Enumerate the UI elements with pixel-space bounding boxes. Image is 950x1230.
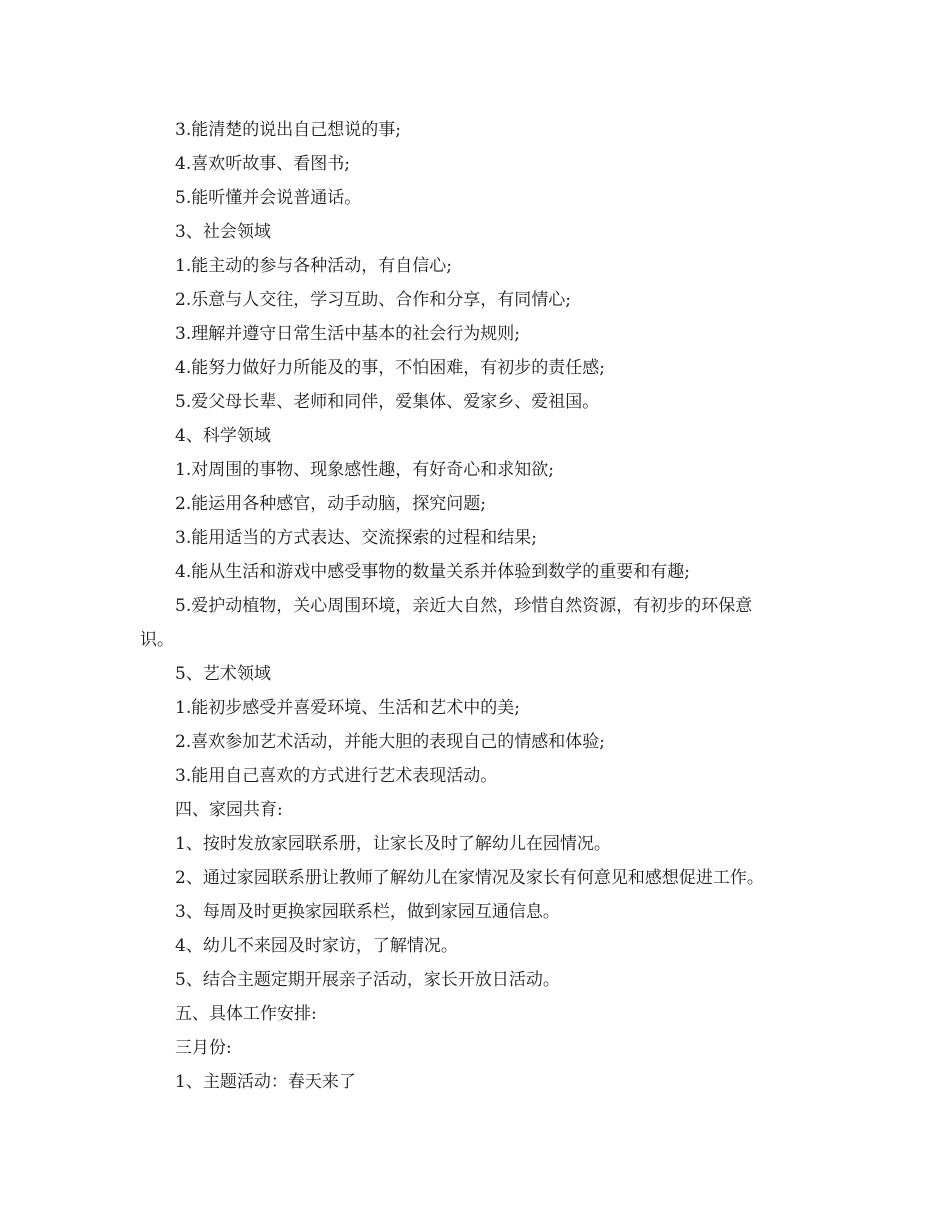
- text-line: 5.能听懂并会说普通话。: [175, 188, 362, 208]
- text-line: 1.能初步感受并喜爱环境、生活和艺术中的美;: [175, 698, 520, 718]
- text-line: 5.爱护动植物，关心周围环境，亲近大自然，珍惜自然资源，有初步的环保意: [175, 596, 753, 616]
- subsection-heading: 三月份:: [175, 1038, 232, 1058]
- text-line: 5、结合主题定期开展亲子活动，家长开放日活动。: [175, 970, 560, 990]
- text-line: 1、主题活动：春天来了: [175, 1072, 356, 1092]
- text-line: 3.能用自己喜欢的方式进行艺术表现活动。: [175, 766, 498, 786]
- section-heading: 五、具体工作安排:: [175, 1004, 317, 1024]
- text-line: 2.喜欢参加艺术活动，并能大胆的表现自己的情感和体验;: [175, 732, 605, 752]
- text-line: 3、每周及时更换家园联系栏，做到家园互通信息。: [175, 902, 560, 922]
- document-body: [140, 113, 820, 1099]
- text-line: 4.喜欢听故事、看图书;: [175, 154, 350, 174]
- text-line: 1、按时发放家园联系册，让家长及时了解幼儿在园情况。: [175, 834, 611, 854]
- section-heading: 3、社会领域: [175, 222, 271, 242]
- text-line: 5.爱父母长辈、老师和同伴，爱集体、爱家乡、爱祖国。: [175, 392, 600, 412]
- text-line: 2.能运用各种感官，动手动脑，探究问题;: [175, 494, 486, 514]
- text-line: 1.对周围的事物、现象感性趣，有好奇心和求知欲;: [175, 460, 554, 480]
- text-line-continuation: 识。: [140, 630, 174, 650]
- text-line: 4.能从生活和游戏中感受事物的数量关系并体验到数学的重要和有趣;: [175, 562, 690, 582]
- text-line: 3.理解并遵守日常生活中基本的社会行为规则;: [175, 324, 520, 344]
- section-heading: 5、艺术领域: [175, 664, 271, 684]
- text-line: 3.能用适当的方式表达、交流探索的过程和结果;: [175, 528, 537, 548]
- text-line: 4、幼儿不来园及时家访，了解情况。: [175, 936, 458, 956]
- text-line: 2.乐意与人交往，学习互助、合作和分享，有同情心;: [175, 290, 571, 310]
- text-line: 4.能努力做好力所能及的事，不怕困难，有初步的责任感;: [175, 358, 605, 378]
- text-line: 2、通过家园联系册让教师了解幼儿在家情况及家长有何意见和感想促进工作。: [175, 868, 764, 888]
- section-heading: 4、科学领域: [175, 426, 271, 446]
- text-line: 3.能清楚的说出自己想说的事;: [175, 120, 401, 140]
- text-line: 1.能主动的参与各种活动，有自信心;: [175, 256, 452, 276]
- section-heading: 四、家园共育:: [175, 800, 283, 820]
